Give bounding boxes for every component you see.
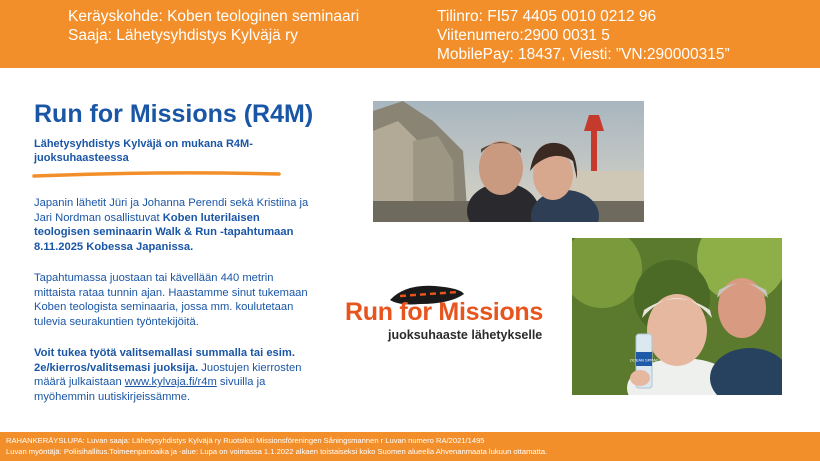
orange-underline-swoosh xyxy=(32,168,282,180)
event-highlight: Koben luterilaisen teologisen seminaarin Walk & Run -tapahtumaan 8.11.2025 Kobessa Japanissa. xyxy=(34,211,294,253)
collection-target: Keräyskohde: Koben teologinen seminaari xyxy=(68,8,360,25)
newsletter-text: sivuilla ja myöhemmin uutiskirjeissämme. xyxy=(34,376,266,403)
page-subtitle: Lähetysyhdistys Kylväjä on mukana R4M-juoksuhaasteessa xyxy=(34,138,253,164)
run-for-missions-logo xyxy=(340,280,560,360)
bottle-label: OCEAN SPRAY xyxy=(629,357,659,363)
r4m-link[interactable]: www.kylvaja.fi/r4m xyxy=(124,376,217,389)
logo-title: Run for Missions xyxy=(345,298,543,326)
permit-line-1: RAHANKERÄYSLUPA: Luvan saaja: Lähetysyhdistys Kylväjä ry Ruotsiksi Missionsföreningen Såningsmannen r Luvan numero RA/2021/1495 xyxy=(6,436,485,445)
donation-info-banner xyxy=(0,0,820,68)
support-highlight: Voit tukea työtä valitsemallasi summalla tai esim. 2e/kierros/valitsemasi juoksija. xyxy=(34,347,295,374)
reference-number: Viitenumero:2900 0031 5 xyxy=(437,27,610,44)
permit-line-2: Luvan myöntäjä: Poliisihallitus.Toimeenpanoaika ja -alue: Lupa on voimassa 1.1.2022 alkaen toistaiseksi koko Suomen alueella Ahvenanmaata lukuun ottamatta. xyxy=(6,447,548,456)
permit-footer xyxy=(0,432,820,461)
account-number: Tilinro: FI57 4405 0010 0212 96 xyxy=(437,8,657,25)
mobilepay-info: MobilePay: 18437, Viesti: ”VN:290000315” xyxy=(437,46,730,63)
recipient: Saaja: Lähetysyhdistys Kylväjä ry xyxy=(68,27,299,44)
logo-tagline: juoksuhaaste lähetykselle xyxy=(388,328,543,342)
paragraph-event: Tapahtumassa juostaan tai kävellään 440 metrin mittaista rataa tunnin ajan. Haastamme sinut tukemaan Koben teologista seminaaria, jossa mm. koulutetaan tulevia seurakuntien työntekijöitä. xyxy=(34,272,308,328)
paragraph-participants xyxy=(34,196,314,254)
participants-text: Japanin lähetit Jüri ja Johanna Perendi sekä Kristiina ja Jari Nordman osallistuvat xyxy=(34,197,309,224)
photo-couple-with-bottle xyxy=(572,238,782,395)
laps-text: Juostujen kierrosten määrä julkaistaan xyxy=(34,361,302,389)
paragraph-support xyxy=(34,346,314,404)
page-title: Run for Missions (R4M) xyxy=(34,100,314,128)
photo-couple-kobe-tower xyxy=(373,101,644,222)
